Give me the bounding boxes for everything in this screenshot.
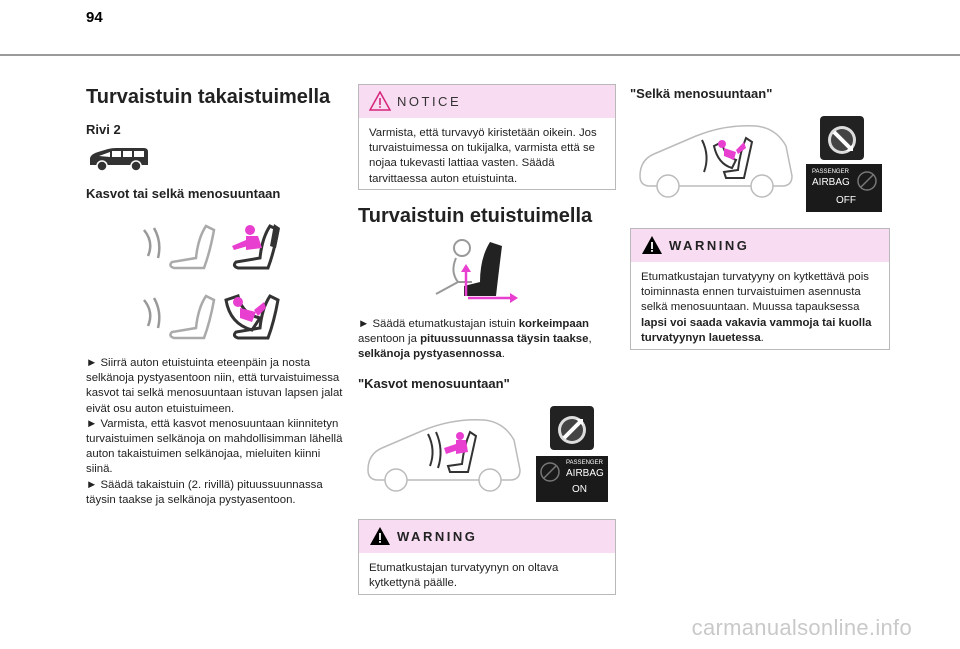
instruction-paragraph: ► Varmista, että kasvot menosuuntaan kiinnitetyn turvaistuimen selkänoja on mahdollisimman lähellä auton takaistuimen selkänojaa, mieluiten kiinni siinä. [86,417,343,476]
instruction-text: ► Säädä etumatkustajan istuin [358,318,519,330]
instruction-text: , [588,333,592,346]
van-icon [86,146,150,172]
instruction-bold: pituussuunnassa täysin taakse [420,333,589,346]
notice-text: Varmista, että turvavyö kiristetään oikein. Jos turvaistuimessa on tukijalka, varmista että se nojaa tukevasti lattiaa vasten. Säädä tarvittaessa auton etuistuinta. [369,127,597,185]
subtitle-orientation: Kasvot tai selkä menosuuntaan [86,186,281,201]
airbag-state-on: ON [572,484,587,495]
airbag-key-switch-off-icon [820,116,864,160]
airbag-label-line2: AIRBAG [812,177,850,188]
instruction-text: asentoon ja [358,333,421,346]
warning-text [631,262,889,354]
header-rule [0,54,960,56]
page-number: 94 [86,9,103,26]
warning-box-airbag-off [630,228,890,350]
instruction-text: . [501,348,505,361]
section-title-rear-seat: Turvaistuin takaistuimella [86,86,331,108]
airbag-icon [539,461,561,483]
row-label: Rivi 2 [86,122,121,137]
car-rear-facing-diagram [636,120,796,204]
notice-box [358,84,616,190]
instruction-bold: korkeimpaan [518,318,589,330]
car-forward-facing-diagram [364,410,524,500]
notice-title: NOTICE [397,94,462,109]
front-seat-adjust-diagram [428,238,524,304]
notice-header [359,85,615,118]
warning-title: WARNING [397,529,478,544]
watermark: carmanualsonline.info [691,615,912,640]
airbag-label-line2: AIRBAG [566,468,604,479]
airbag-state-off: OFF [836,195,856,206]
warning-box-airbag-on [358,519,616,595]
warning-text-plain: Etumatkustajan turvatyyny on kytkettävä pois toiminnasta ennen turvaistuimen asennusta selkä menosuuntaan. Muussa tapauksessa [641,271,869,314]
instruction-paragraph: ► Siirrä auton etuistuinta eteenpäin ja nosta selkänoja pystyasentoon niin, että turvaistuimessa kasvot tai selkä menosuuntaan istuvan lapsen jalat eivät osu auton etuistuimeen. [86,357,343,415]
rear-forward-facing-seat-diagram [134,222,284,272]
warning-header [359,520,615,553]
instruction-bold: selkänoja pystyasennossa [358,348,502,361]
warning-title: WARNING [669,238,750,253]
warning-triangle-icon [369,526,391,546]
warning-triangle-icon [641,235,663,255]
warning-text-bold: lapsi voi saada vakavia vammoja tai kuolla turvatyynyn lauetessa [641,316,872,344]
passenger-airbag-on-indicator [536,456,608,502]
front-seat-instruction [358,317,616,363]
warning-text-end: . [760,331,764,344]
airbag-key-switch-on-icon [550,406,594,450]
instruction-paragraph: ► Säädä takaistuin (2. rivillä) pituussuunnassa täysin taakse ja selkänoja pystyasentoon. [86,478,323,506]
rear-facing-title: "Selkä menosuuntaan" [630,86,773,101]
airbag-child-icon [856,170,878,192]
warning-header [631,229,889,262]
warning-text: Etumatkustajan turvatyynyn on oltava kytkettynä päälle. [369,562,559,590]
rear-rear-facing-seat-diagram [134,290,284,342]
left-instructions [86,356,348,508]
forward-facing-title: "Kasvot menosuuntaan" [358,376,510,391]
section-title-front-seat: Turvaistuin etuistuimella [358,205,593,227]
airbag-label-line1: PASSENGER [812,169,849,175]
airbag-label-line1: PASSENGER [566,460,603,466]
notice-warning-triangle-icon [369,91,391,111]
passenger-airbag-off-indicator [806,164,882,212]
